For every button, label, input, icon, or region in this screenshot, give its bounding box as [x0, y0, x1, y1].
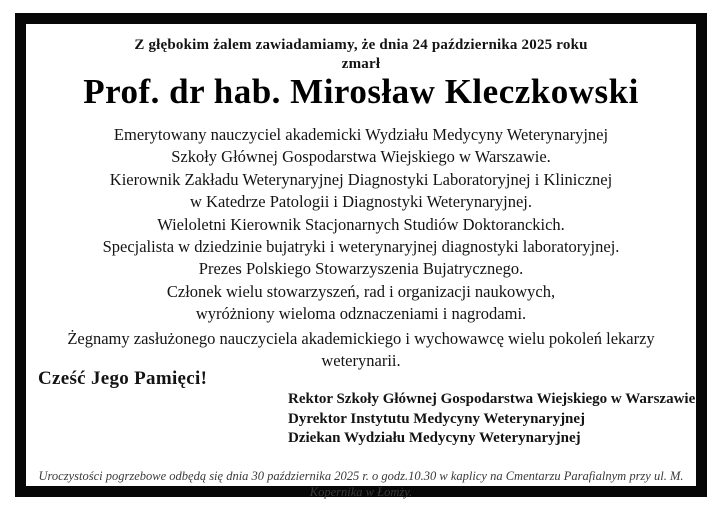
bio-line: Wieloletni Kierownik Stacjonarnych Studiów Doktoranckich. [157, 214, 565, 234]
farewell-line: Żegnamy zasłużonego nauczyciela akademickiego i wychowawcę wielu pokoleń lekarzy weterynarii. [67, 329, 655, 370]
bio-line: Kierownik Zakładu Weterynaryjnej Diagnostyki Laboratoryjnej i Klinicznej [109, 169, 613, 189]
bio-line: w Katedrze Patologii i Diagnostyki Weterynaryjnej. [189, 192, 533, 212]
bio-line: Emerytowany nauczyciel akademicki Wydziału Medycyny Weterynaryjnej [113, 125, 609, 144]
deceased-name: Prof. dr hab. Mirosław Kleczkowski [83, 72, 639, 111]
deceased-word: zmarł [341, 56, 381, 72]
funeral-details-line: Uroczystości pogrzebowe odbędą się dnia 30 października 2025 r. o godz.10.30 w kaplicy na Cmentarzu Parafialnym przy ul. M. Kopernika w Łomży. [38, 469, 684, 499]
signatories-block [288, 390, 695, 449]
signatory-line: Dziekan Wydziału Medycyny Weterynaryjnej [288, 430, 581, 446]
bio-line: Specjalista w dziedzinie bujatryki i weterynaryjnej diagnostyki laboratoryjnej. [102, 237, 620, 257]
signatory-line: Rektor Szkoły Głównej Gospodarstwa Wiejskiego w Warszawie [288, 391, 696, 407]
obituary-frame [15, 13, 707, 497]
bio-line: Szkoły Głównej Gospodarstwa Wiejskiego w Warszawie. [171, 147, 551, 167]
announcement-line: Z głębokim żalem zawiadamiamy, że dnia 24 października 2025 roku [134, 37, 588, 53]
biography-block [26, 124, 696, 326]
bio-line: wyróżniony wieloma odznaczeniami i nagrodami. [195, 304, 527, 324]
tribute-line: Cześć Jego Pamięci! [38, 368, 208, 389]
signatory-line: Dyrektor Instytutu Medycyny Weterynaryjnej [288, 410, 586, 427]
bio-line: Prezes Polskiego Stowarzyszenia Bujatrycznego. [198, 259, 524, 279]
bio-line: Członek wielu stowarzyszeń, rad i organizacji naukowych, [166, 281, 556, 301]
